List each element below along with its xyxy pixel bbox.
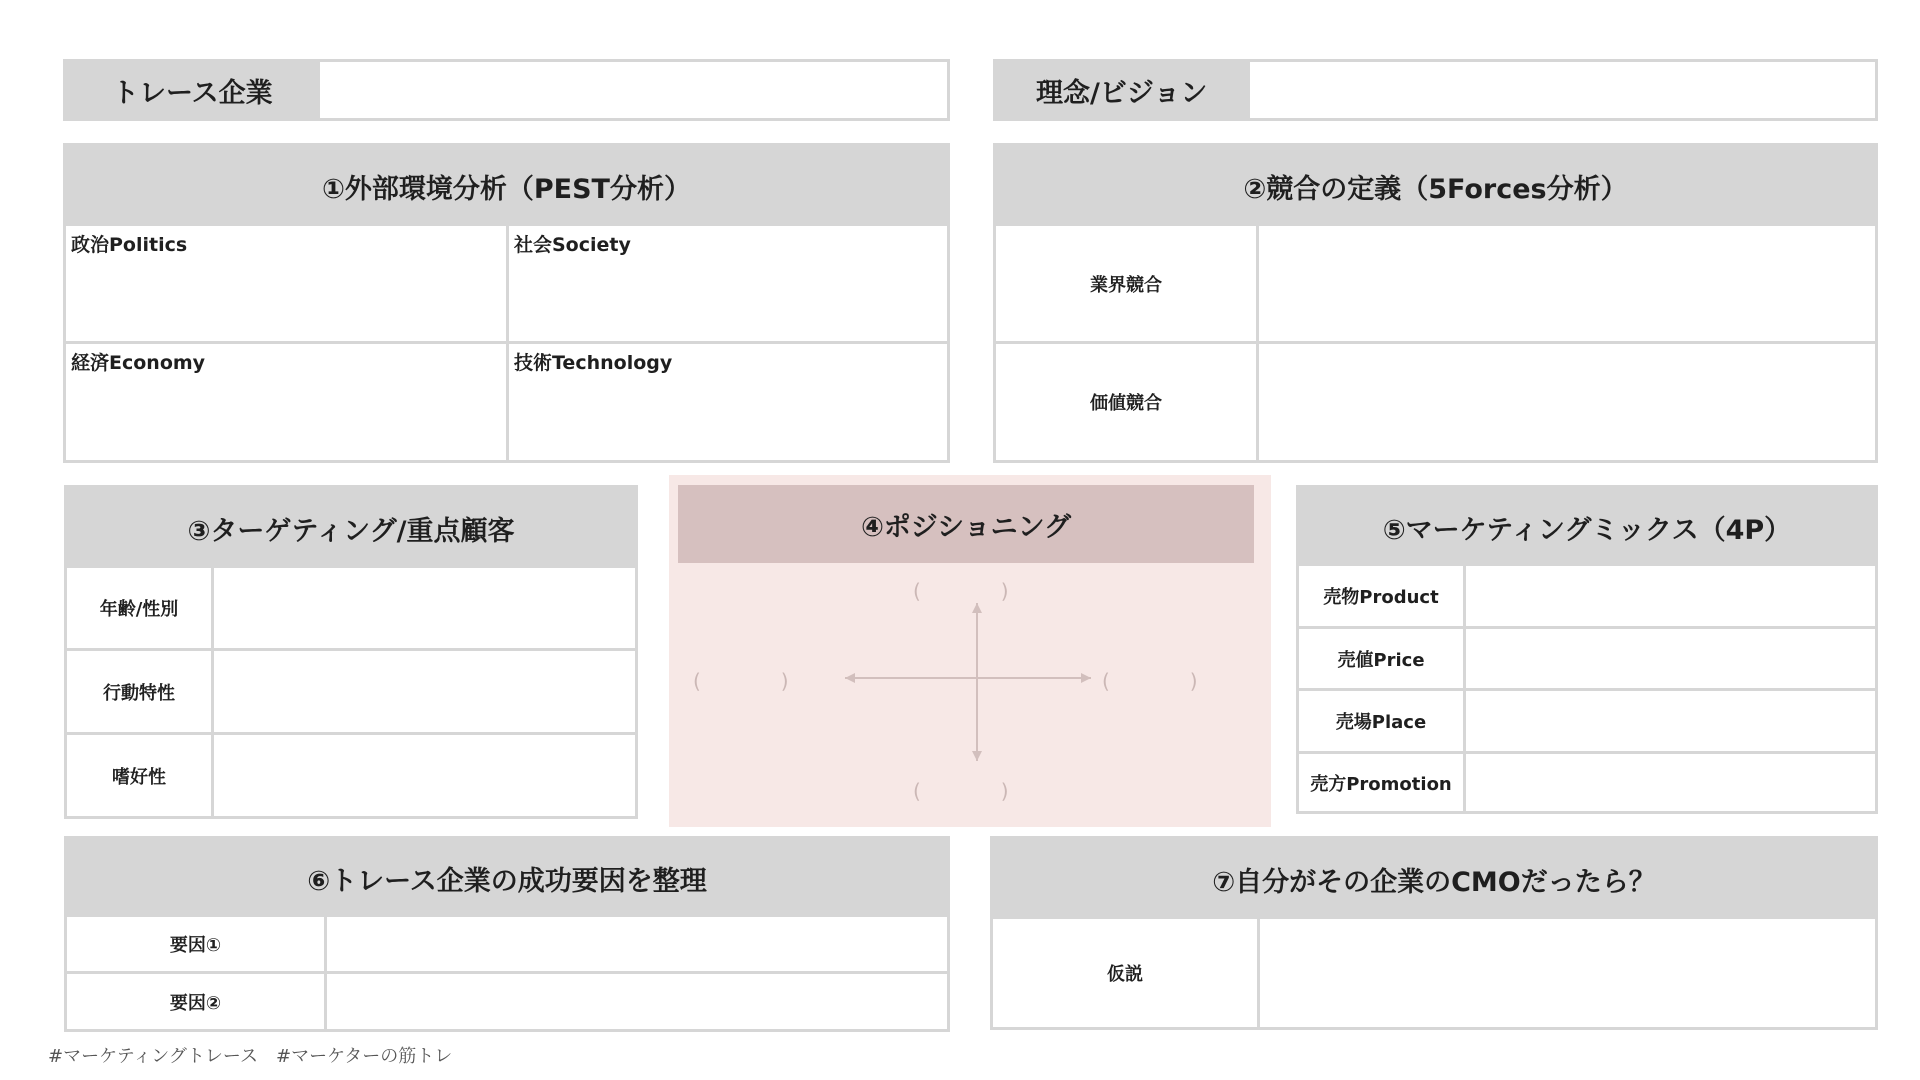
mix-promotion-input[interactable] (1463, 751, 1878, 814)
positioning-section (669, 475, 1271, 827)
mix-price-label: 売値Price (1296, 626, 1466, 691)
pest-economy-cell[interactable] (63, 341, 509, 463)
targeting-age-label: 年齢/性別 (64, 565, 214, 651)
pest-society-cell[interactable] (506, 223, 950, 344)
positioning-bottom-paren: ( ) (913, 779, 1009, 803)
company-input[interactable] (320, 62, 947, 118)
pest-technology-cell[interactable] (506, 341, 950, 463)
pest-economy-label: 経済Economy (71, 352, 206, 374)
positioning-left-paren: ( ) (693, 669, 789, 693)
targeting-title: ③ターゲティング/重点顧客 (67, 488, 635, 568)
pest-politics-cell[interactable] (63, 223, 509, 344)
mix-product-input[interactable] (1463, 563, 1878, 629)
positioning-axes (669, 475, 1271, 827)
vision-label: 理念/ビジョン (996, 62, 1250, 118)
cmo-hypothesis-input[interactable] (1257, 916, 1878, 1030)
company-label: トレース企業 (66, 62, 320, 118)
positioning-title: ④ポジショニング (678, 485, 1254, 563)
targeting-preference-label: 嗜好性 (64, 732, 214, 819)
mix-promotion-label: 売方Promotion (1296, 751, 1466, 814)
vision-box (993, 59, 1878, 121)
company-box (63, 59, 950, 121)
mix-product-label: 売物Product (1296, 563, 1466, 629)
success-factor2-label: 要因② (64, 971, 327, 1032)
mix-section (1296, 485, 1878, 814)
forces-title: ②競合の定義（5Forces分析） (996, 146, 1875, 226)
targeting-age-input[interactable] (211, 565, 638, 651)
success-factor2-input[interactable] (324, 971, 950, 1032)
positioning-right-paren: ( ) (1102, 669, 1198, 693)
footer-hashtags: #マーケティングトレース #マーケターの筋トレ (48, 1046, 453, 1067)
pest-society-label: 社会Society (514, 234, 631, 256)
pest-title: ①外部環境分析（PEST分析） (66, 146, 947, 226)
positioning-top-paren: ( ) (913, 579, 1009, 603)
cmo-section (990, 836, 1878, 1030)
forces-section (993, 143, 1878, 463)
success-section (64, 836, 950, 1032)
cmo-title: ⑦自分がその企業のCMOだったら？ (993, 839, 1875, 919)
forces-industry-label: 業界競合 (993, 223, 1259, 344)
forces-value-label: 価値競合 (993, 341, 1259, 463)
targeting-behavior-label: 行動特性 (64, 648, 214, 735)
targeting-behavior-input[interactable] (211, 648, 638, 735)
cmo-hypothesis-label: 仮説 (990, 916, 1260, 1030)
success-factor1-input[interactable] (324, 914, 950, 974)
success-title: ⑥トレース企業の成功要因を整理 (67, 839, 947, 917)
mix-place-input[interactable] (1463, 688, 1878, 754)
forces-value-input[interactable] (1256, 341, 1878, 463)
pest-section (63, 143, 950, 463)
targeting-preference-input[interactable] (211, 732, 638, 819)
targeting-section (64, 485, 638, 819)
mix-title: ⑤マーケティングミックス（4P） (1299, 488, 1875, 566)
mix-place-label: 売場Place (1296, 688, 1466, 754)
success-factor1-label: 要因① (64, 914, 327, 974)
pest-politics-label: 政治Politics (71, 234, 188, 256)
pest-technology-label: 技術Technology (514, 352, 673, 374)
mix-price-input[interactable] (1463, 626, 1878, 691)
forces-industry-input[interactable] (1256, 223, 1878, 344)
vision-input[interactable] (1250, 62, 1875, 118)
